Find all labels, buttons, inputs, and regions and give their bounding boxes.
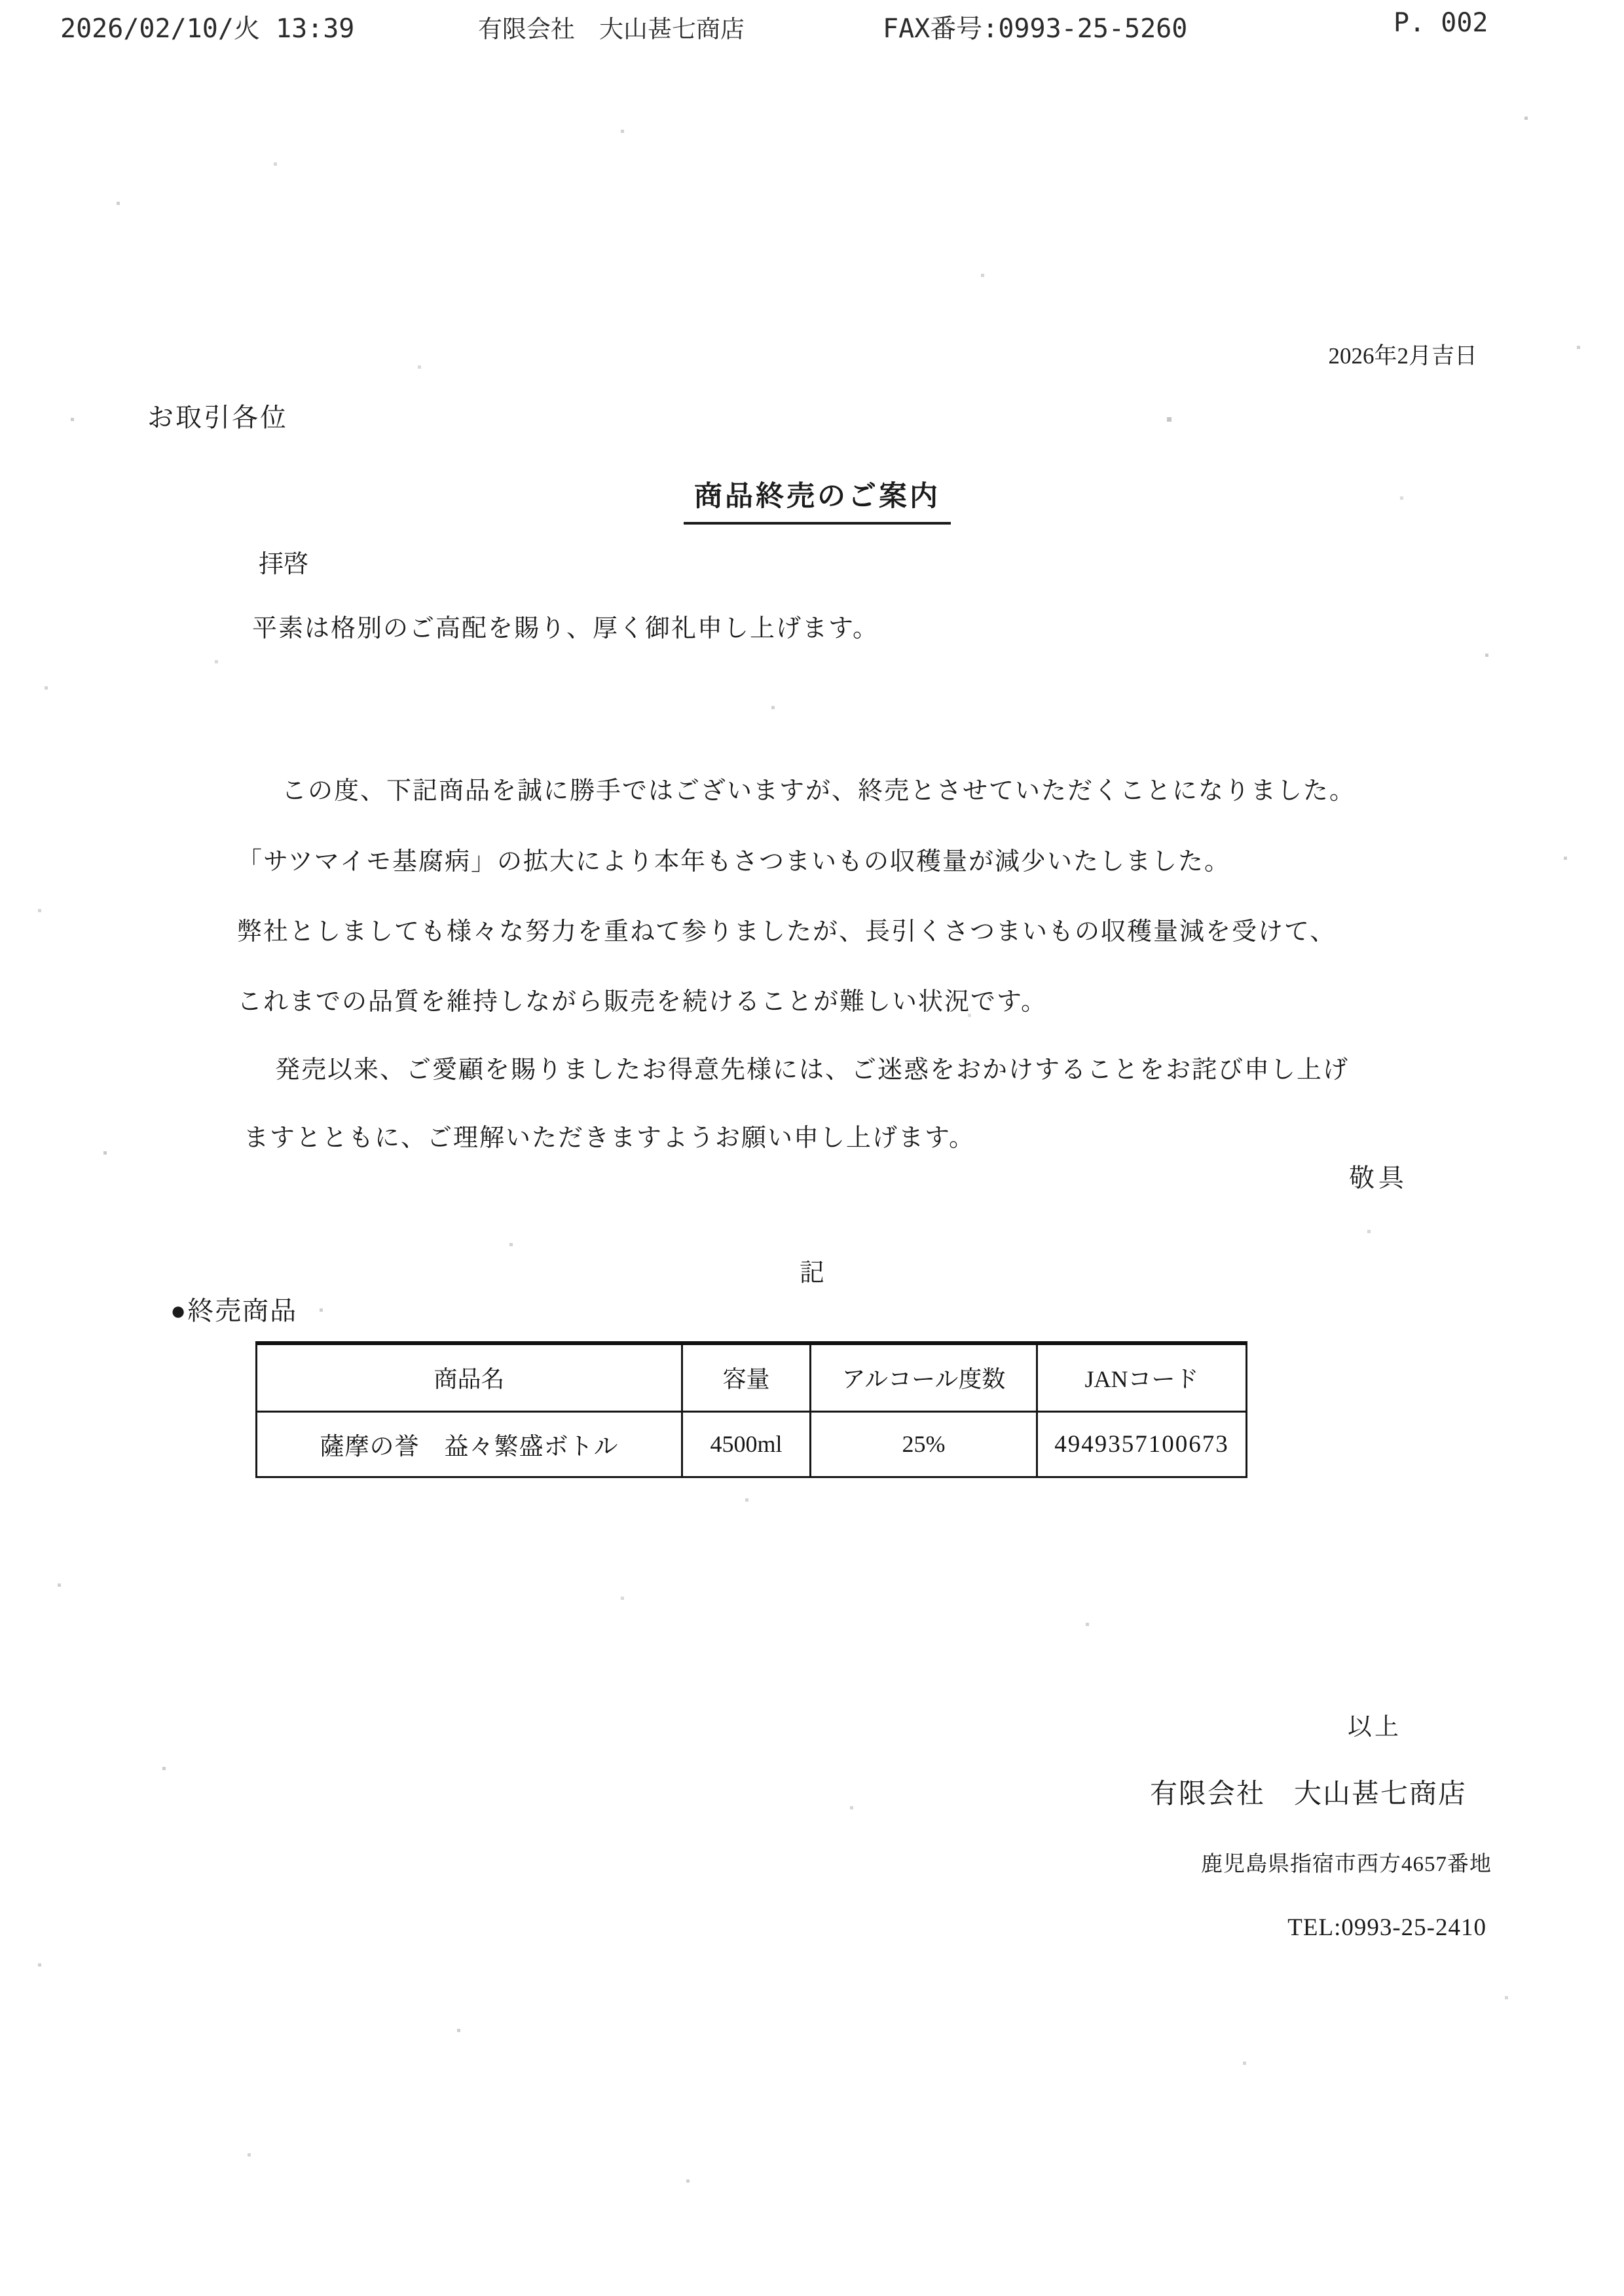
cell-jan-code: 4949357100673 [1037,1411,1247,1477]
discontinued-products-label: ●終売商品 [170,1296,298,1325]
discontinued-products-table [255,1341,1247,1478]
body-line-1: この度、下記商品を誠に勝手ではございますが、終売とさせていただくことになりました。 [282,777,1356,805]
letter-ending: 以上 [1348,1714,1401,1741]
fax-sender-name: 有限会社 大山甚七商店 [478,15,745,43]
body-line-6: ますとともに、ご理解いただきますようお願い申し上げます。 [244,1124,975,1152]
letter-closing: 敬具 [1348,1164,1408,1193]
fax-datetime: 2026/02/10/火 13:39 [60,14,355,44]
page-title: 商品終売のご案内 [684,474,951,525]
title-row [0,462,1624,536]
cell-abv: 25% [811,1411,1037,1477]
cell-product-name: 薩摩の誉 益々繁盛ボトル [257,1411,682,1477]
fax-page-number: P. 002 [1393,8,1488,38]
column-header-jan-code: JANコード [1037,1343,1247,1411]
letter-addressee: お取引各位 [147,403,288,432]
column-header-volume: 容量 [682,1343,811,1411]
signature-tel: TEL:0993-25-2410 [1287,1914,1486,1941]
signature-address: 鹿児島県指宿市西方4657番地 [1201,1853,1492,1876]
cell-volume: 4500ml [682,1411,811,1477]
column-header-abv: アルコール度数 [811,1343,1037,1411]
fax-number: FAX番号:0993-25-5260 [883,14,1188,44]
column-header-product-name: 商品名 [257,1343,682,1411]
body-line-4: これまでの品質を維持しながら販売を続けることが難しい状況です。 [237,988,1047,1016]
table-row [257,1411,1247,1477]
body-line-5: 発売以来、ご愛顧を賜りましたお得意先様には、ご迷惑をおかけすることをお詫び申し上げ [275,1056,1350,1084]
letter-greeting-line: 平素は格別のご高配を賜り、厚く御礼申し上げます。 [252,615,879,642]
scan-noise-speckles [0,0,1,1]
signature-company: 有限会社 大山甚七商店 [1149,1779,1467,1809]
body-line-2: 「サツマイモ基腐病」の拡大により本年もさつまいもの収穫量が減少いたしました。 [237,848,1230,876]
letter-salutation: 拝啓 [259,551,309,578]
body-line-3: 弊社としましても様々な努力を重ねて参りましたが、長引くさつまいもの収穫量減を受けて、 [237,918,1337,946]
letter-date: 2026年2月吉日 [1328,343,1477,369]
fax-transmission-header [0,8,1624,47]
record-marker: 記 [799,1259,824,1287]
table-header-row [257,1343,1247,1411]
